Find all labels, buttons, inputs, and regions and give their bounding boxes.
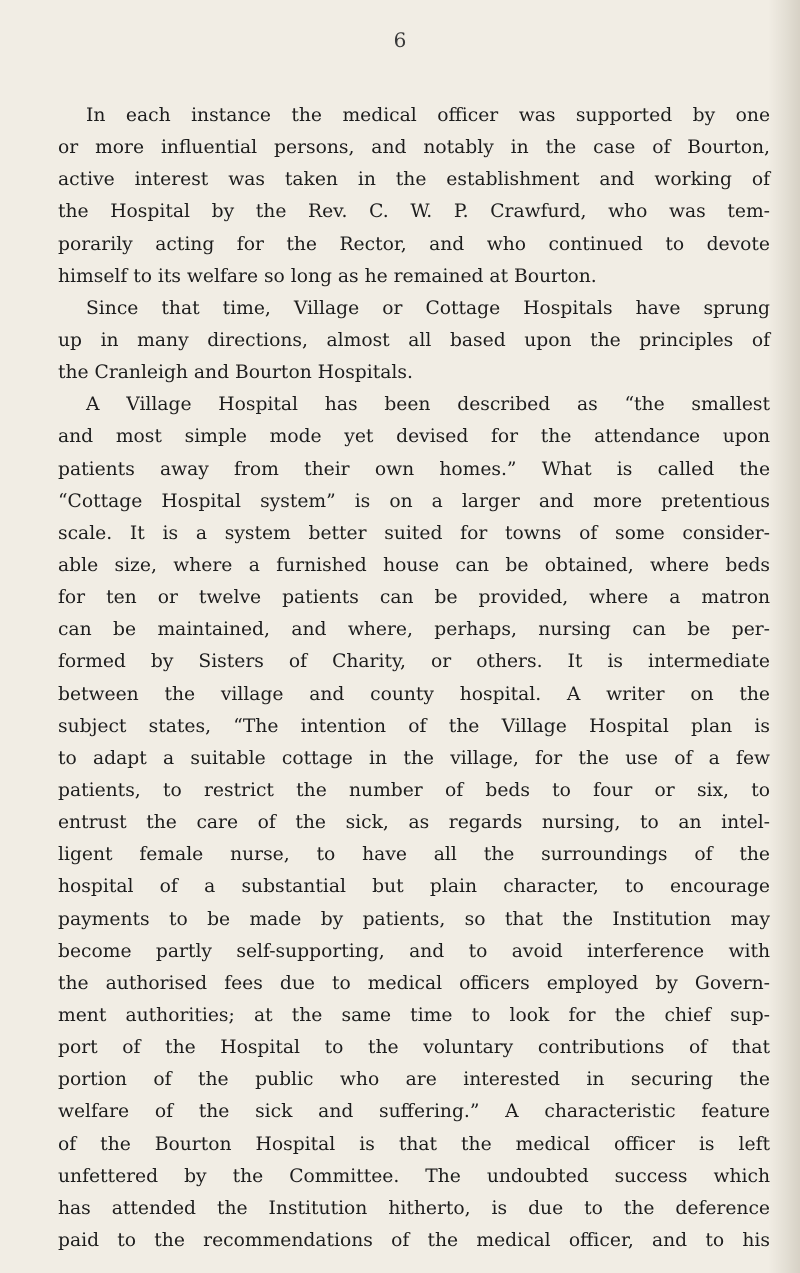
text-line: A Village Hospital has been described as “the smallest	[86, 394, 770, 416]
text-line: ment authorities; at the same time to look for the chief sup-	[58, 1004, 770, 1026]
text-line: able size, where a furnished house can be obtained, where beds	[58, 554, 770, 576]
text-line: himself to its welfare so long as he remained at Bourton.	[58, 265, 597, 287]
text-line: active interest was taken in the establishment and working of	[58, 169, 770, 191]
text-line: unfettered by the Committee. The undoubted success which	[58, 1165, 770, 1187]
text-line: ligent female nurse, to have all the surroundings of the	[58, 844, 770, 866]
text-line: and most simple mode yet devised for the attendance upon	[58, 426, 770, 448]
text-line: In each instance the medical officer was supported by one	[86, 105, 770, 126]
text-line: welfare of the sick and suffering.” A characteristic feature	[58, 1101, 770, 1123]
text-line: patients, to restrict the number of beds to four or six, to	[58, 779, 770, 801]
text-line: scale. It is a system better suited for towns of some consider-	[58, 522, 770, 544]
text-line: for ten or twelve patients can be provided, where a matron	[58, 587, 770, 609]
text-line: up in many directions, almost all based upon the principles of	[58, 329, 770, 351]
page-number: 6	[393, 28, 407, 52]
text-line: patients away from their own homes.” What is called the	[58, 458, 770, 480]
text-line: paid to the recommendations of the medical officer, and to his	[58, 1229, 770, 1251]
text-line: entrust the care of the sick, as regards nursing, to an intel-	[58, 812, 770, 834]
text-line: port of the Hospital to the voluntary contributions of that	[58, 1037, 770, 1059]
text-line: porarily acting for the Rector, and who continued to devote	[58, 233, 770, 255]
text-line: between the village and county hospital. A writer on the	[58, 683, 770, 705]
text-line: “Cottage Hospital system” is on a larger and more pretentious	[58, 490, 770, 512]
text-line: has attended the Institution hitherto, is due to the deference	[58, 1197, 770, 1219]
text-line: can be maintained, and where, perhaps, nursing can be per-	[58, 619, 770, 641]
text-line: the Hospital by the Rev. C. W. P. Crawfurd, who was tem-	[58, 201, 770, 223]
text-line: subject states, “The intention of the Village Hospital plan is	[58, 715, 770, 737]
text-line: the Cranleigh and Bourton Hospitals.	[58, 362, 413, 384]
text-line: formed by Sisters of Charity, or others. It is intermediate	[58, 651, 770, 673]
text-line: the authorised fees due to medical officers employed by Govern-	[58, 972, 770, 994]
text-line: to adapt a suitable cottage in the village, for the use of a few	[58, 747, 770, 769]
text-line: Since that time, Village or Cottage Hospitals have sprung	[86, 297, 770, 319]
text-line: hospital of a substantial but plain character, to encourage	[58, 876, 770, 898]
text-line: portion of the public who are interested in securing the	[58, 1069, 770, 1091]
text-line: or more influential persons, and notably in the case of Bourton,	[58, 137, 770, 159]
text-line: of the Bourton Hospital is that the medical officer is left	[58, 1133, 770, 1155]
text-line: become partly self-supporting, and to avoid interference with	[58, 940, 770, 962]
body-text	[58, 100, 770, 1257]
text-line: payments to be made by patients, so that the Institution may	[58, 908, 770, 930]
